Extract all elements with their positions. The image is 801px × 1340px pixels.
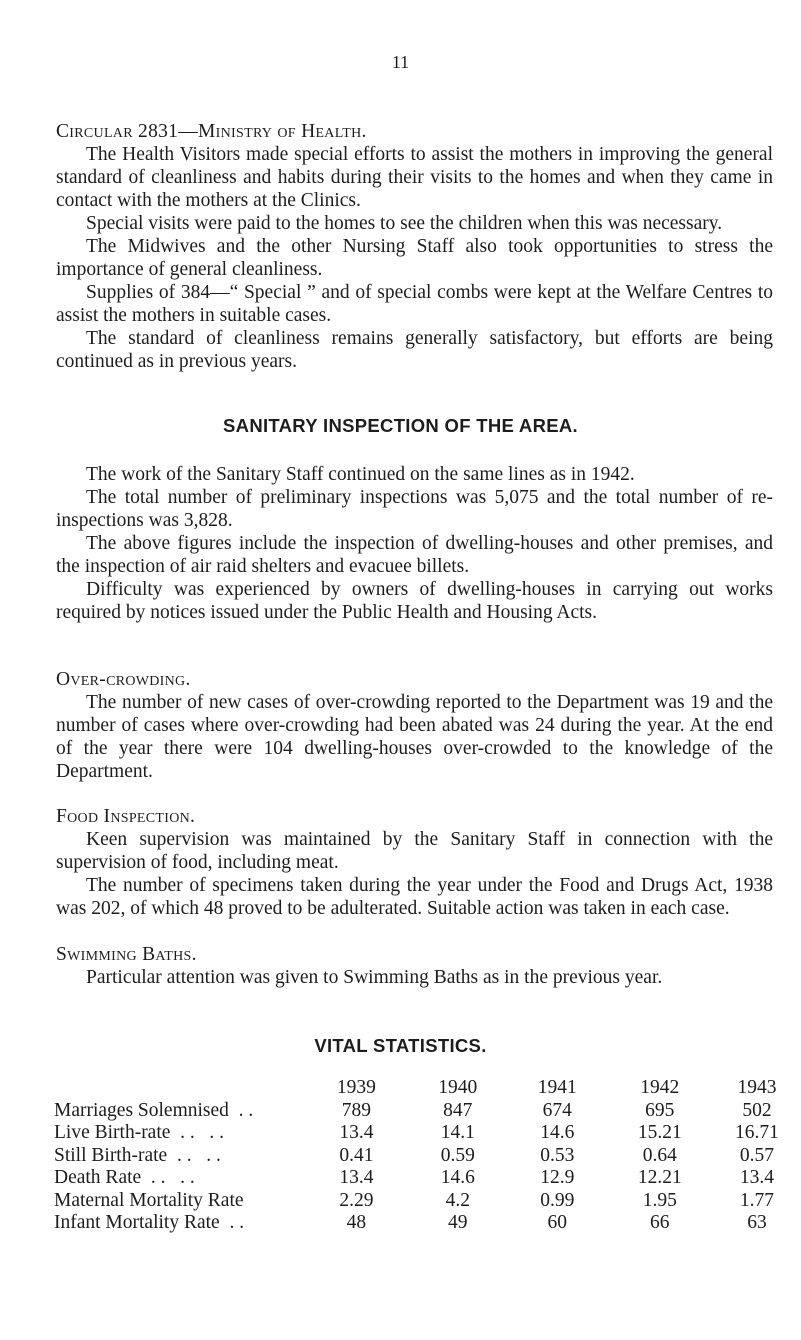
- table-cell: 789: [341, 1099, 372, 1121]
- table-cell: 2.29: [339, 1189, 374, 1211]
- paragraph: The Midwives and the other Nursing Staff also took opportunities to stress the importance of general cleanliness.: [56, 236, 773, 280]
- table-cell: 66: [650, 1212, 670, 1233]
- leader-dots: . .: [219, 1212, 245, 1233]
- row-label: Maternal Mortality Rate: [54, 1189, 244, 1211]
- section-heading-vital-statistics: VITAL STATISTICS.: [314, 1035, 487, 1056]
- paragraph: Keen supervision was maintained by the Sanitary Staff in connection with the supervision of food, including meat.: [56, 829, 773, 873]
- table-cell: 12.9: [540, 1167, 575, 1188]
- section-heading-sanitary: SANITARY INSPECTION OF THE AREA.: [223, 415, 578, 436]
- table-cell: 847: [443, 1099, 473, 1121]
- row-label: Marriages Solemnised: [54, 1099, 229, 1121]
- table-cell: 16.71: [735, 1122, 779, 1143]
- subsection-title: Swimming Baths.: [56, 944, 197, 965]
- subsection-title: Food Inspection.: [56, 806, 196, 827]
- row-label: Infant Mortality Rate: [54, 1212, 220, 1233]
- table-cell: 15.21: [637, 1122, 682, 1143]
- vital-statistics-table: [54, 1077, 801, 1235]
- leader-dots: . . . .: [167, 1144, 221, 1166]
- table-row: [54, 1212, 801, 1235]
- food-section: [56, 805, 773, 920]
- year-header: 1940: [438, 1077, 478, 1098]
- paragraph: Special visits were paid to the homes to see the children when this was necessary.: [86, 213, 723, 234]
- table-cell: 48: [346, 1212, 367, 1233]
- table-cell: 0.53: [540, 1144, 575, 1166]
- table-cell: 60: [547, 1212, 568, 1233]
- row-label: Live Birth-rate: [54, 1122, 171, 1143]
- paragraph: Difficulty was experienced by owners of dwelling-houses in carrying out works required by notices issued under the Public Health and Housing Acts.: [56, 579, 773, 623]
- paragraph: Particular attention was given to Swimming Baths as in the previous year.: [86, 967, 663, 988]
- table-cell: 14.1: [440, 1122, 475, 1143]
- leader-dots: . .: [228, 1099, 254, 1121]
- paragraph: The number of new cases of over-crowding reported to the Department was 19 and the number of cases where over-crowding had been abated was 24 during the year. At the end of the year there were 104 dwelling-houses over-crowded to the knowledge of the Department.: [56, 692, 773, 782]
- table-cell: 49: [448, 1212, 468, 1233]
- row-label: Still Birth-rate: [54, 1144, 168, 1166]
- table-cell: 0.41: [339, 1144, 374, 1166]
- paragraph: The number of specimens taken during the year under the Food and Drugs Act, 1938 was 202, of which 48 proved to be adulterated. Suitable action was taken in each case.: [56, 875, 773, 919]
- paragraph: The Health Visitors made special efforts to assist the mothers in improving the general standard of cleanliness and habits during their visits to the homes and when they came in contact with the mothers at the Clinics.: [56, 144, 773, 211]
- table-cell: 0.99: [540, 1189, 575, 1211]
- table-cell: 502: [742, 1099, 772, 1121]
- table-header-row: [54, 1077, 801, 1100]
- sanitary-section: [56, 463, 773, 624]
- year-header: 1941: [537, 1077, 577, 1098]
- table-cell: 695: [645, 1099, 675, 1121]
- paragraph: The standard of cleanliness remains generally satisfactory, but efforts are being continued as in previous years.: [56, 328, 773, 372]
- table-cell: 12.21: [637, 1167, 682, 1188]
- year-header: 1939: [336, 1077, 376, 1098]
- table-cell: 14.6: [440, 1167, 475, 1188]
- table-row: [54, 1167, 801, 1190]
- table-cell: 1.77: [739, 1189, 775, 1211]
- paragraph: The work of the Sanitary Staff continued on the same lines as in 1942.: [86, 464, 635, 485]
- table-row: [54, 1190, 801, 1213]
- table-cell: 63: [747, 1212, 767, 1233]
- paragraph: The total number of preliminary inspections was 5,075 and the total number of re-inspections was 3,828.: [56, 487, 773, 531]
- table-cell: 4.2: [445, 1189, 470, 1211]
- intro-section: [56, 120, 773, 373]
- table-row: [54, 1100, 801, 1123]
- row-label: Death Rate: [54, 1167, 142, 1188]
- year-header: 1942: [640, 1077, 680, 1098]
- paragraph: Supplies of 384—“ Special ” and of special combs were kept at the Welfare Centres to assist the mothers in suitable cases.: [56, 282, 773, 326]
- table-cell: 14.6: [540, 1122, 575, 1143]
- leader-dots: . . . .: [141, 1167, 195, 1188]
- table-row: [54, 1122, 801, 1145]
- table-cell: 0.64: [642, 1144, 677, 1166]
- table-cell: 0.57: [739, 1144, 775, 1166]
- table-cell: 13.4: [739, 1167, 775, 1188]
- table-cell: 13.4: [339, 1167, 374, 1188]
- table-cell: 674: [542, 1099, 572, 1121]
- table-row: [54, 1145, 801, 1168]
- swimming-section: [56, 943, 773, 989]
- table-cell: 1.95: [642, 1189, 677, 1211]
- page-number: 11: [391, 52, 410, 72]
- subsection-title: Over-crowding.: [56, 669, 191, 690]
- paragraph: The above figures include the inspection of dwelling-houses and other premises, and the inspection of air raid shelters and evacuee billets.: [56, 533, 773, 577]
- circular-reference: Circular 2831—Ministry of Health.: [56, 121, 367, 142]
- overcrowding-section: [56, 668, 773, 783]
- leader-dots: . . . .: [170, 1122, 225, 1143]
- table-cell: 0.59: [440, 1144, 475, 1166]
- table-cell: 13.4: [339, 1122, 374, 1143]
- year-header: 1943: [737, 1077, 777, 1098]
